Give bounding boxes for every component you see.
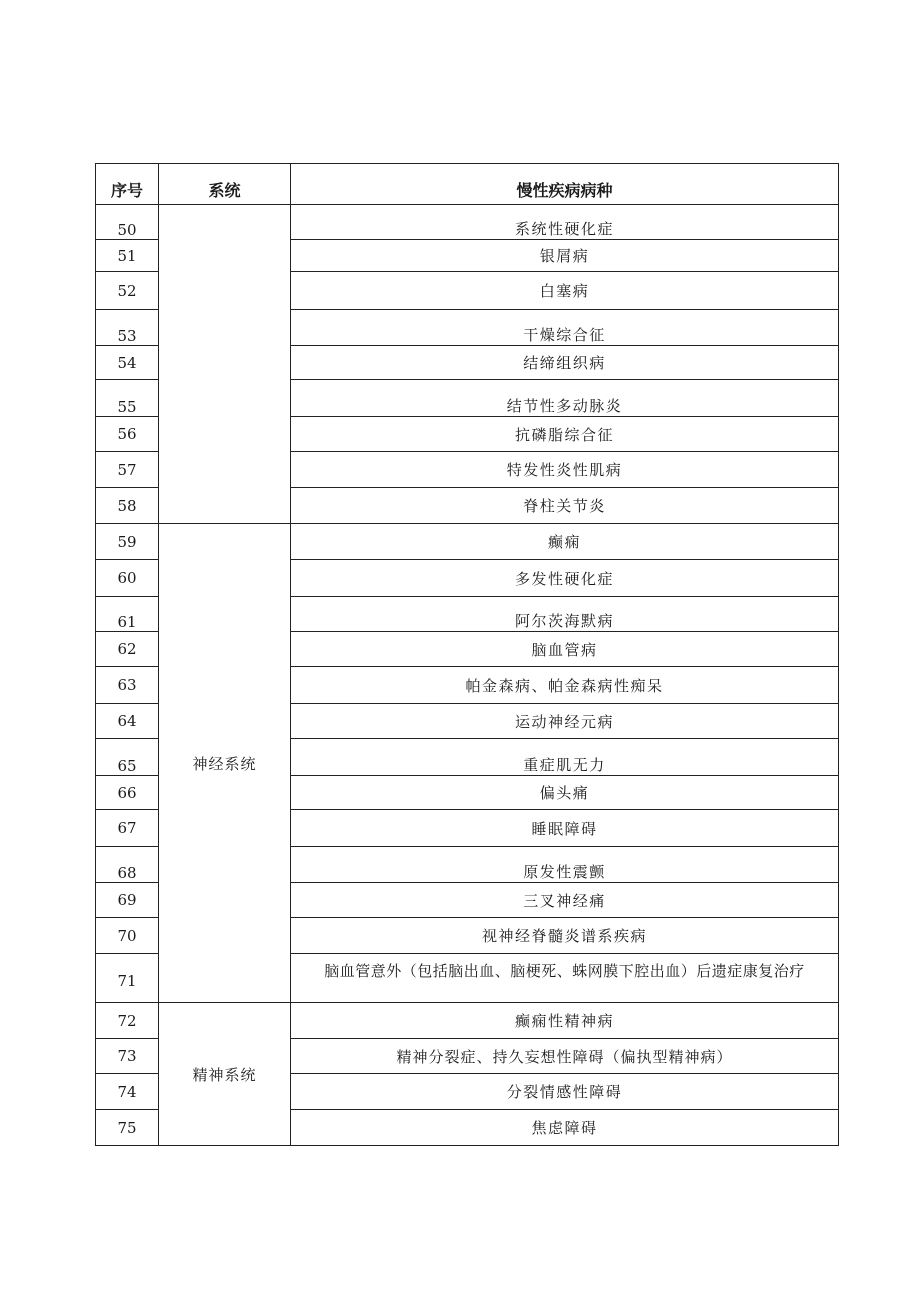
disease-name: 睡眠障碍 xyxy=(291,810,839,847)
header-disease: 慢性疾病病种 xyxy=(291,164,839,205)
table-row xyxy=(96,524,839,560)
system-cell: 精神系统 xyxy=(159,1003,291,1146)
disease-name: 视神经脊髓炎谱系疾病 xyxy=(291,918,839,954)
row-number: 57 xyxy=(96,452,159,488)
row-number: 70 xyxy=(96,918,159,954)
row-number: 72 xyxy=(96,1003,159,1039)
chronic-disease-table xyxy=(95,163,839,1146)
row-number: 62 xyxy=(96,632,159,667)
disease-name: 脑血管病 xyxy=(291,632,839,667)
disease-name: 癫痫性精神病 xyxy=(291,1003,839,1039)
disease-name: 干燥综合征 xyxy=(291,310,839,346)
header-index: 序号 xyxy=(96,164,159,205)
disease-name: 焦虑障碍 xyxy=(291,1110,839,1146)
disease-name: 精神分裂症、持久妄想性障碍（偏执型精神病） xyxy=(291,1039,839,1074)
disease-name: 阿尔茨海默病 xyxy=(291,597,839,632)
disease-name: 结缔组织病 xyxy=(291,346,839,380)
disease-name: 白塞病 xyxy=(291,272,839,310)
row-number: 75 xyxy=(96,1110,159,1146)
disease-name: 抗磷脂综合征 xyxy=(291,417,839,452)
table-row xyxy=(96,1003,839,1039)
disease-name: 原发性震颤 xyxy=(291,847,839,883)
row-number: 53 xyxy=(96,310,159,346)
disease-name: 三叉神经痛 xyxy=(291,883,839,918)
row-number: 59 xyxy=(96,524,159,560)
row-number: 66 xyxy=(96,776,159,810)
system-cell: 神经系统 xyxy=(159,524,291,1003)
disease-name: 结节性多动脉炎 xyxy=(291,380,839,417)
disease-name: 系统性硬化症 xyxy=(291,205,839,240)
table-row xyxy=(96,205,839,240)
row-number: 73 xyxy=(96,1039,159,1074)
row-number: 74 xyxy=(96,1074,159,1110)
row-number: 60 xyxy=(96,560,159,597)
disease-name: 偏头痛 xyxy=(291,776,839,810)
row-number: 50 xyxy=(96,205,159,240)
row-number: 61 xyxy=(96,597,159,632)
disease-name: 脑血管意外（包括脑出血、脑梗死、蛛网膜下腔出血）后遗症康复治疗 xyxy=(291,954,839,1003)
disease-name: 特发性炎性肌病 xyxy=(291,452,839,488)
row-number: 63 xyxy=(96,667,159,704)
row-number: 68 xyxy=(96,847,159,883)
row-number: 51 xyxy=(96,240,159,272)
row-number: 64 xyxy=(96,704,159,739)
system-cell xyxy=(159,205,291,524)
row-number: 71 xyxy=(96,954,159,1003)
row-number: 58 xyxy=(96,488,159,524)
disease-name: 银屑病 xyxy=(291,240,839,272)
row-number: 55 xyxy=(96,380,159,417)
row-number: 65 xyxy=(96,739,159,776)
row-number: 52 xyxy=(96,272,159,310)
disease-name: 脊柱关节炎 xyxy=(291,488,839,524)
disease-name: 重症肌无力 xyxy=(291,739,839,776)
disease-name: 运动神经元病 xyxy=(291,704,839,739)
row-number: 67 xyxy=(96,810,159,847)
row-number: 69 xyxy=(96,883,159,918)
disease-name: 分裂情感性障碍 xyxy=(291,1074,839,1110)
row-number: 56 xyxy=(96,417,159,452)
disease-name: 帕金森病、帕金森病性痴呆 xyxy=(291,667,839,704)
header-row xyxy=(96,164,839,205)
row-number: 54 xyxy=(96,346,159,380)
disease-name: 癫痫 xyxy=(291,524,839,560)
header-system: 系统 xyxy=(159,164,291,205)
disease-name: 多发性硬化症 xyxy=(291,560,839,597)
